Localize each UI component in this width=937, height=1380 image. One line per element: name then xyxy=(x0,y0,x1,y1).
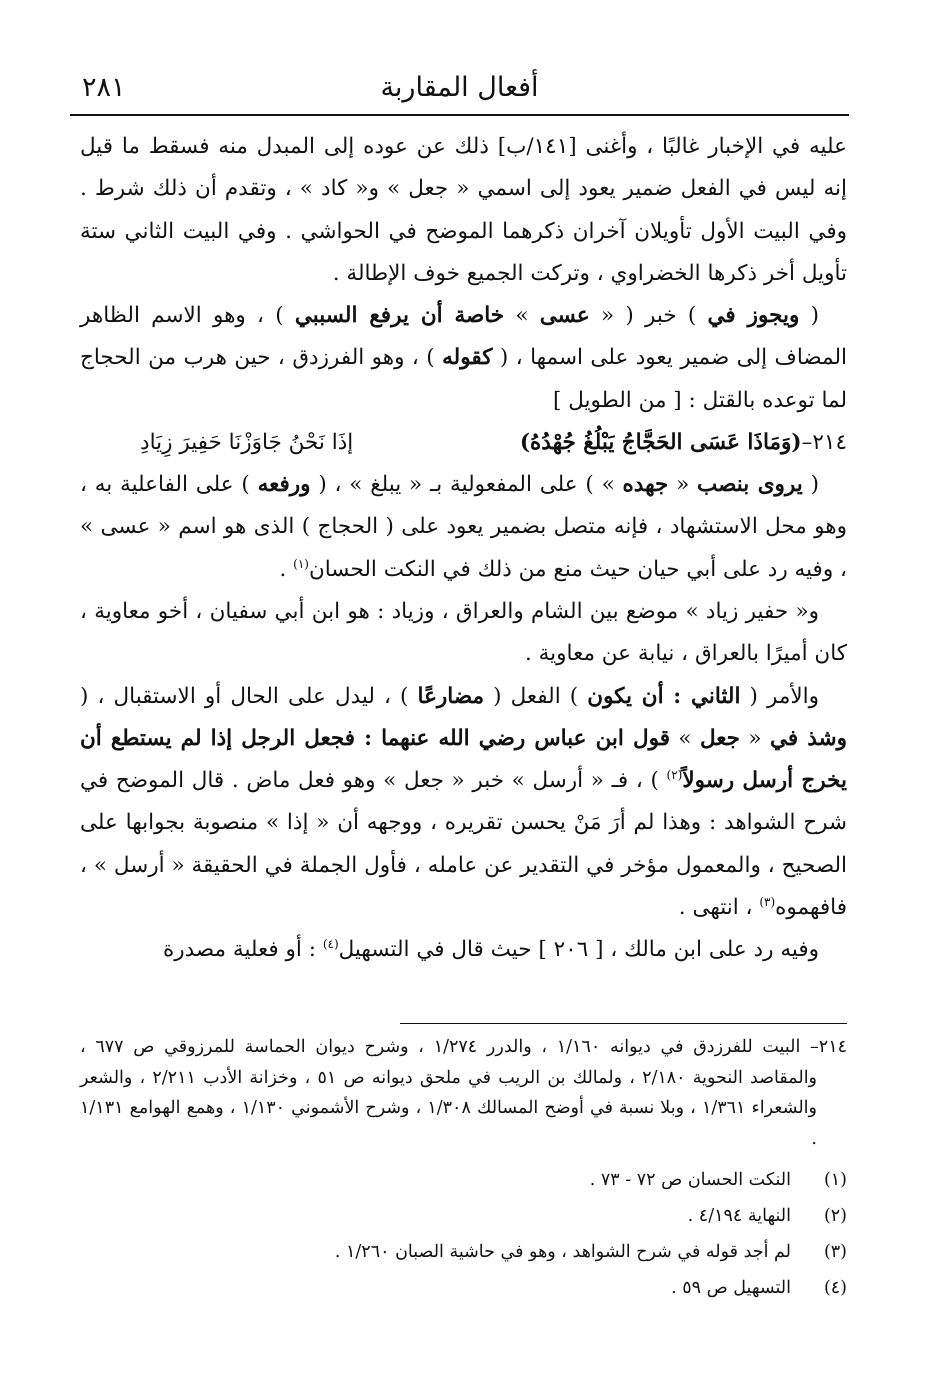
footnote-ref[interactable]: (٣) xyxy=(759,894,776,909)
paragraph-2 xyxy=(80,295,847,422)
footnote-text: النهاية ٤/١٩٤ . xyxy=(687,1205,791,1226)
hemistich-1: (وَمَاذَا عَسَى الحَجَّاجُ يَبْلُغُ جُهْدُهُ) xyxy=(519,430,802,456)
bold-run: مضارعًا xyxy=(417,683,485,709)
paragraph-6 xyxy=(80,929,847,971)
text-run: ) ، وهو الاسم الظاهر المضاف إلى ضمير يعود على اسمها ، ( xyxy=(80,303,847,371)
running-title: أفعال المقاربة xyxy=(380,72,539,103)
verse-source-note: ٢١٤– البيت للفرزدق في ديوانه ١/١٦٠ ، والدرر ١/٢٧٤ ، وشرح ديوان الحماسة للمرزوقي ص ٦٧٧ ، والمقاصد النحوية ٢/١٨٠ ، ولمالك بن الريب في ملحق ديوانه ص ٥١ ، وخزانة الأدب ٢/٢١١ ، والشعر والشعراء ١/٣٦١ ، وبلا نسبة في أوضح المسالك ١/٣٠٨ ، وشرح الأشموني ١/١٣٠ ، وهمع الهوامع ١/١٣١ . xyxy=(80,1037,847,1149)
text-run: » xyxy=(678,725,692,751)
verse-number: ٢١٤– xyxy=(801,430,847,456)
footnote-ref[interactable]: (٢) xyxy=(666,768,683,782)
footnote-text: التسهيل ص ٥٩ . xyxy=(671,1277,791,1298)
text-run: ، انتهى . xyxy=(678,895,753,921)
footnote-key: (٤) xyxy=(823,1277,847,1298)
bold-run: كقوله xyxy=(442,345,493,371)
bold-run: ورفعه xyxy=(257,472,311,498)
verse-second-hemistich: إذَا نَحْنُ جَاوَزْنَا حَفِيرَ زِيَادِ xyxy=(140,430,354,456)
footnote-item xyxy=(80,1162,847,1198)
text-run: وفيه رد على ابن مالك ، [ ٢٠٦ ] حيث قال في التسهيل xyxy=(338,937,819,963)
poem-verse xyxy=(80,422,847,464)
text-run: ) على الفاعلية به ، وهو محل الاستشهاد ، فإنه متصل بضمير يعود على ( الحجاج ) الذى هو اسم « عسى » ، وفيه رد على أبي حيان حيث منع من ذلك في النكت الحسان xyxy=(80,472,847,582)
text-run: « xyxy=(676,472,690,498)
footnote-item xyxy=(80,1198,847,1234)
text-run: . xyxy=(279,556,287,582)
paragraph-4: و« حفير زياد » موضع بين الشام والعراق ، وزياد : هو ابن أبي سفيان ، أخو معاوية ، كان أميرًا بالعراق ، نيابة عن معاوية . xyxy=(80,598,847,667)
bold-run: الثاني : أن يكون xyxy=(587,683,741,709)
text-run: » xyxy=(515,303,529,329)
text-run: ) ، وهو الفرزدق ، حين هرب من الحجاج لما توعده بالقتل : [ من الطويل ] xyxy=(80,345,847,413)
footnote-text: لم أجد قوله في شرح الشواهد ، وهو في حاشية الصبان ١/٢٦٠ . xyxy=(334,1241,791,1262)
paragraph-1: عليه في الإخبار غالبًا ، وأغنى [١٤١/ب] ذلك عن عوده إلى المبدل منه فسقط ما قيل إنه ليس في الفعل ضمير يعود إلى اسمي « جعل » و« كاد » ، وتقدم أن ذلك شرط . وفي البيت الأول تأويلان آخران ذكرهما الموضح في الحواشي . وفي البيت الثاني ستة تأويل أخر ذكرها الخضراوي ، وتركت الجميع خوف الإطالة . xyxy=(80,134,847,286)
text-run: ) ، فـ « أرسل » خبر « جعل » وهو فعل ماض . قال الموضح في شرح الشواهد : وهذا لم أرَ مَنْ يحسن تقريره ، ووجهه أن « إذا » منصوبة بجوابها على الصحيح ، والمعمول مؤخر في التقدير عن عامله ، فأول الجملة في الحقيقة « أرسل » ، فافهموه xyxy=(80,768,847,921)
bold-run: ويجوز في xyxy=(707,303,800,329)
page-header xyxy=(70,62,849,116)
bold-run: جهده xyxy=(622,472,669,498)
text-run: ) الفعل ( xyxy=(493,683,579,709)
footnote-key: (٣) xyxy=(823,1241,847,1262)
bold-run: قول ابن عباس رضي الله عنهما : فجعل الرجل إذا لم يستطع أن يخرج أرسل رسولاً xyxy=(80,725,847,794)
bold-run: يروى بنصب xyxy=(697,472,803,498)
footnote-item xyxy=(80,1270,847,1306)
main-text xyxy=(80,126,847,972)
footnotes xyxy=(80,1032,847,1306)
text-run: » ) على المفعولية بـ « يبلغ » ، ( xyxy=(318,472,615,498)
paragraph-3 xyxy=(80,464,847,591)
verse-first-hemistich xyxy=(520,422,847,464)
footnote-ref[interactable]: (٤) xyxy=(322,937,339,952)
footnote-ref[interactable]: (١) xyxy=(293,556,309,571)
text-run: ) ، ليدل على الحال أو الاستقبال ، ( xyxy=(80,683,409,709)
bold-run: وشذ في xyxy=(770,725,847,751)
text-run: ( xyxy=(810,303,819,329)
text-run: « xyxy=(748,725,762,751)
bold-run: خاصة أن يرفع السببي xyxy=(294,303,505,329)
page-number: ٢٨١ xyxy=(82,72,126,103)
bold-run: عسى xyxy=(539,303,590,329)
footnote-key: (١) xyxy=(823,1169,847,1190)
bold-run: جعل xyxy=(700,725,740,751)
text-run: والأمر ( xyxy=(749,683,820,709)
text-run: ( xyxy=(810,472,819,498)
footnote-text: النكت الحسان ص ٧٢ - ٧٣ . xyxy=(589,1169,791,1190)
text-run: ) خبر ( « xyxy=(600,303,697,329)
text-run: : أو فعلية مصدرة xyxy=(162,937,316,963)
footnote-item xyxy=(80,1234,847,1270)
footnote-separator xyxy=(400,1023,847,1024)
footnote-key: (٢) xyxy=(823,1205,847,1226)
paragraph-5 xyxy=(80,676,847,930)
